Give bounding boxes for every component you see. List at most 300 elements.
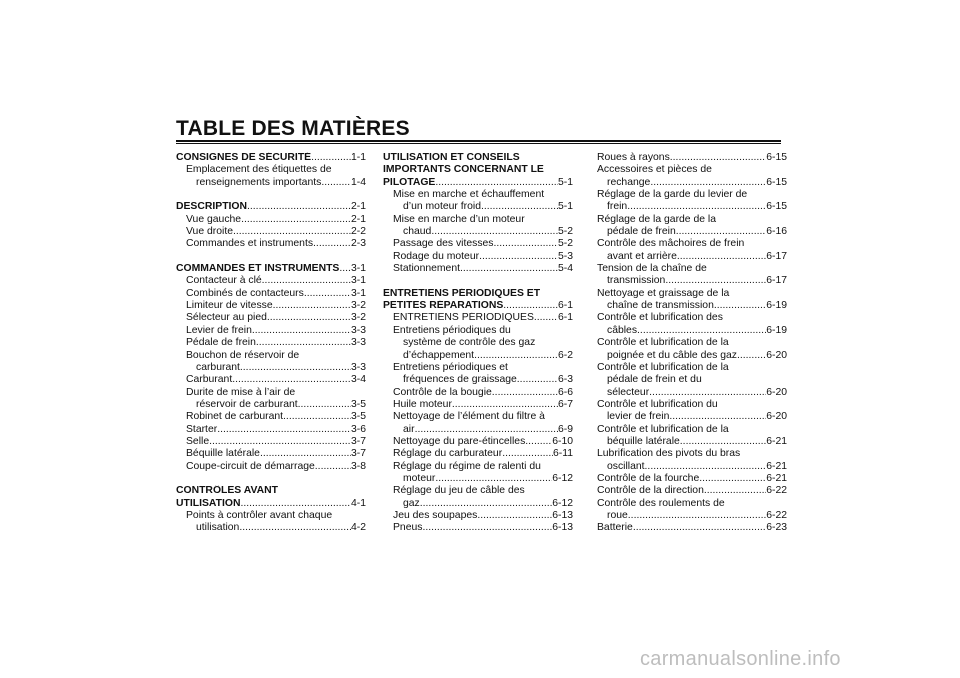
toc-entry-text: sélecteur — [607, 386, 650, 398]
toc-entry-text: Contrôle et lubrification des — [597, 312, 723, 324]
toc-entry — [176, 350, 366, 362]
toc-leader-dots — [665, 275, 766, 287]
toc-leader-dots — [676, 226, 766, 238]
toc-entry-page: 3-7 — [350, 448, 366, 460]
toc-entry-page: 5-1 — [557, 201, 573, 213]
toc-entry-text: Contrôle et lubrification du — [597, 398, 718, 410]
toc-entry — [176, 436, 366, 448]
toc-entry-text: renseignements importants — [196, 176, 322, 188]
toc-entry-page: 6-16 — [766, 226, 787, 238]
toc-leader-dots — [247, 201, 351, 213]
toc-entry-page: 6-12 — [552, 497, 573, 509]
toc-entry-page: 2-1 — [350, 213, 366, 225]
toc-entry-page: 6-15 — [766, 152, 787, 163]
toc-entry-page: 3-5 — [350, 398, 366, 410]
toc-entry-text: Mise en marche et échauffement — [393, 189, 545, 201]
toc-entry — [176, 411, 366, 423]
toc-entry-page: 6-22 — [766, 485, 787, 497]
toc-entry — [176, 263, 366, 275]
toc-entry — [597, 350, 787, 362]
toc-entry-text: Contrôle des roulements de — [597, 497, 725, 509]
toc-leader-dots — [415, 424, 558, 436]
toc-entry-text: Réglage du carburateur — [393, 448, 503, 460]
toc-entry-page: 6-21 — [766, 460, 787, 472]
toc-entry — [176, 312, 366, 324]
toc-entry-text: Rodage du moteur — [393, 250, 480, 262]
toc-entry — [383, 498, 573, 510]
toc-leader-dots — [311, 152, 351, 164]
toc-leader-dots — [420, 498, 552, 510]
toc-entry-page: 6-21 — [766, 435, 787, 447]
toc-entry-text: Coupe-circuit de démarrage — [186, 460, 315, 472]
toc-entry-text: ENTRETIENS PÉRIODIQUES ET — [383, 287, 541, 299]
toc-entry-page: 2-1 — [350, 201, 366, 213]
toc-entry — [597, 312, 787, 324]
toc-entry-page: 6-23 — [766, 522, 787, 534]
toc-entry-text: PILOTAGE — [383, 176, 436, 188]
toc-entry-text: d’un moteur froid — [403, 201, 481, 213]
toc-entry-text: Emplacement des étiquettes de — [186, 164, 332, 176]
toc-entry-text: transmission — [607, 275, 666, 287]
toc-entry-page: 6-13 — [552, 509, 573, 521]
toc-entry-text: Vue droite — [186, 226, 233, 238]
toc-entry — [597, 374, 787, 386]
toc-leader-dots — [477, 510, 552, 522]
toc-entry-text: chaîne de transmission — [607, 300, 714, 312]
toc-entry — [597, 337, 787, 349]
toc-entry-page: 6-12 — [552, 472, 573, 484]
toc-entry-page: 4-2 — [350, 522, 366, 534]
toc-leader-dots — [637, 325, 766, 337]
toc-entry — [176, 226, 366, 238]
toc-entry-page: 2-3 — [350, 238, 366, 250]
toc-entry — [597, 263, 787, 275]
toc-leader-dots — [534, 312, 558, 324]
toc-entry-page: 3-1 — [350, 287, 366, 299]
toc-entry-text: moteur — [403, 472, 436, 484]
toc-entry — [383, 214, 573, 226]
toc-entry-page: 3-3 — [350, 361, 366, 373]
toc-entry — [597, 498, 787, 510]
toc-entry — [383, 387, 573, 399]
toc-entry — [383, 399, 573, 411]
toc-entry — [383, 522, 573, 534]
toc-leader-dots — [241, 214, 351, 226]
toc-entry-page: 6-6 — [557, 386, 573, 398]
toc-entry — [176, 424, 366, 436]
toc-entry-text: gaz — [403, 497, 420, 509]
toc-entry-text: Pneus — [393, 522, 423, 534]
toc-entry-page: 6-2 — [557, 349, 573, 361]
toc-entry-page: 1-1 — [350, 152, 366, 163]
toc-entry-text: Jeu des soupapes — [393, 509, 478, 521]
toc-entry-text: Nettoyage de l’élément du filtre à — [393, 411, 545, 423]
toc-entry — [597, 424, 787, 436]
toc-entry — [597, 325, 787, 337]
toc-entry-text: Contrôle de la direction — [597, 485, 704, 497]
toc-entry-text: Réglage de la garde de la — [597, 213, 717, 225]
title-rule-thick — [176, 140, 781, 142]
toc-entry-text: Nettoyage du pare-étincelles — [393, 435, 526, 447]
toc-entry — [383, 263, 573, 275]
toc-entry — [597, 238, 787, 250]
toc-entry-text: Batterie — [597, 522, 633, 534]
toc-entry — [176, 448, 366, 460]
toc-entry — [597, 448, 787, 460]
toc-entry-text: rechange — [607, 176, 651, 188]
toc-entry-text: réservoir de carburant — [196, 398, 298, 410]
toc-entry-page: 3-1 — [350, 275, 366, 287]
toc-leader-dots — [494, 238, 558, 250]
toc-leader-dots — [240, 498, 351, 510]
toc-entry-page: 6-13 — [552, 522, 573, 534]
toc-entry-page: 5-2 — [557, 238, 573, 250]
toc-leader-dots — [517, 374, 558, 386]
toc-entry-page: 6-10 — [552, 435, 573, 447]
toc-leader-dots — [704, 485, 766, 497]
toc-entry-text: Contrôle et lubrification de la — [597, 361, 729, 373]
toc-entry — [383, 362, 573, 374]
toc-entry — [383, 325, 573, 337]
toc-leader-dots — [262, 275, 351, 287]
toc-entry-text: Huile moteur — [393, 398, 452, 410]
toc-leader-dots — [669, 411, 766, 423]
toc-entry — [383, 177, 573, 189]
toc-entry-page: 6-17 — [766, 250, 787, 262]
toc-entry — [383, 201, 573, 213]
toc-leader-dots — [233, 226, 351, 238]
toc-leader-dots — [273, 300, 351, 312]
toc-entry-text: frein — [607, 201, 628, 213]
toc-entry — [383, 374, 573, 386]
toc-entry-text: UTILISATION ET CONSEILS — [383, 152, 520, 163]
toc-entry — [176, 164, 366, 176]
toc-entry-page: 6-15 — [766, 201, 787, 213]
toc-leader-dots — [435, 177, 558, 189]
toc-entry — [383, 164, 573, 176]
toc-entry — [383, 473, 573, 485]
toc-leader-dots — [256, 337, 351, 349]
toc-entry-text: levier de frein — [607, 411, 670, 423]
toc-entry — [383, 461, 573, 473]
toc-leader-dots — [680, 436, 766, 448]
toc-entry-text: Nettoyage et graissage de la — [597, 287, 730, 299]
toc-entry-page: 3-1 — [350, 263, 366, 275]
toc-spacer — [383, 275, 573, 287]
toc-leader-dots — [737, 350, 766, 362]
toc-leader-dots — [298, 399, 351, 411]
toc-leader-dots — [239, 522, 351, 534]
toc-entry-page: 3-4 — [350, 374, 366, 386]
toc-entry — [383, 485, 573, 497]
toc-leader-dots — [645, 461, 767, 473]
toc-entry — [597, 275, 787, 287]
toc-entry-text: Réglage du régime de ralenti du — [393, 460, 541, 472]
toc-entry-page: 3-8 — [350, 460, 366, 472]
toc-entry-page: 6-17 — [766, 275, 787, 287]
toc-entry-text: Bouchon de réservoir de — [186, 349, 300, 361]
toc-entry-text: poignée et du câble des gaz — [607, 349, 737, 361]
toc-entry-text: Béquille latérale — [186, 448, 260, 460]
toc-entry-text: PETITES RÉPARATIONS — [383, 300, 504, 312]
toc-leader-dots — [502, 448, 553, 460]
toc-leader-dots — [633, 522, 766, 534]
toc-entry-page: 3-6 — [350, 423, 366, 435]
toc-leader-dots — [339, 263, 351, 275]
toc-entry — [176, 522, 366, 534]
toc-entry-page: 6-9 — [557, 423, 573, 435]
toc-entry-text: Lubrification des pivots du bras — [597, 448, 741, 460]
toc-entry — [597, 288, 787, 300]
toc-entry-page: 6-22 — [766, 509, 787, 521]
toc-entry-text: air — [403, 423, 415, 435]
toc-leader-dots — [452, 399, 558, 411]
toc-entry-text: oscillant — [607, 460, 645, 472]
toc-entry-text: COMMANDES ET INSTRUMENTS — [176, 263, 340, 275]
toc-leader-dots — [217, 424, 351, 436]
toc-entry — [383, 189, 573, 201]
toc-entry-text: roue — [607, 509, 628, 521]
page-title: TABLE DES MATIÈRES — [176, 117, 410, 140]
toc-entry-text: Robinet de carburant — [186, 411, 284, 423]
toc-entry — [383, 288, 573, 300]
toc-entry — [597, 473, 787, 485]
toc-entry — [383, 300, 573, 312]
toc-entry-text: Selle — [186, 435, 210, 447]
toc-entry-text: Entretiens périodiques du — [393, 324, 511, 336]
toc-entry-text: ENTRETIENS PÉRIODIQUES — [393, 312, 534, 324]
toc-entry-page: 6-20 — [766, 411, 787, 423]
toc-entry-page: 1-4 — [350, 176, 366, 188]
toc-entry-page: 6-19 — [766, 300, 787, 312]
toc-entry — [176, 485, 366, 497]
toc-leader-dots — [677, 251, 766, 263]
toc-entry — [176, 288, 366, 300]
toc-entry-page: 2-2 — [350, 226, 366, 238]
toc-leader-dots — [699, 473, 766, 485]
toc-entry — [176, 461, 366, 473]
toc-entry — [176, 362, 366, 374]
toc-entry — [176, 374, 366, 386]
toc-entry — [597, 411, 787, 423]
toc-leader-dots — [435, 473, 552, 485]
toc-entry-page: 6-15 — [766, 176, 787, 188]
toc-entry-page: 3-5 — [350, 411, 366, 423]
toc-entry — [597, 485, 787, 497]
toc-entry — [597, 226, 787, 238]
toc-entry-text: Durite de mise à l’air de — [186, 386, 296, 398]
toc-entry-text: Réglage du jeu de câble des — [393, 485, 525, 497]
toc-entry — [383, 152, 573, 164]
toc-spacer — [176, 251, 366, 263]
toc-entry — [597, 177, 787, 189]
toc-leader-dots — [313, 238, 351, 250]
toc-entry — [383, 424, 573, 436]
toc-entry — [597, 300, 787, 312]
toc-leader-dots — [479, 251, 558, 263]
toc-entry — [176, 498, 366, 510]
toc-spacer — [176, 189, 366, 201]
toc-entry-text: UTILISATION — [176, 497, 241, 509]
toc-entry-page: 5-1 — [557, 176, 573, 188]
toc-entry — [176, 214, 366, 226]
toc-entry — [176, 238, 366, 250]
toc-leader-dots — [481, 201, 558, 213]
toc-entry — [176, 152, 366, 164]
toc-entry — [176, 177, 366, 189]
toc-entry — [597, 387, 787, 399]
toc-entry — [176, 510, 366, 522]
toc-leader-dots — [422, 522, 552, 534]
toc-entry-text: IMPORTANTS CONCERNANT LE — [383, 164, 544, 176]
toc-entry-text: système de contrôle des gaz — [403, 337, 536, 349]
toc-entry — [597, 189, 787, 201]
toc-entry-page: 6-19 — [766, 324, 787, 336]
toc-entry — [383, 436, 573, 448]
toc-entry-page: 6-7 — [557, 398, 573, 410]
toc-entry-text: CONTRÔLES AVANT — [176, 485, 278, 497]
toc-entry — [176, 201, 366, 213]
toc-entry-text: Levier de frein — [186, 324, 252, 336]
toc-entry-text: utilisation — [196, 522, 240, 534]
toc-entry — [597, 214, 787, 226]
toc-entry-text: Entretiens périodiques et — [393, 361, 508, 373]
toc-entry — [176, 325, 366, 337]
toc-entry-text: Accessoires et pièces de — [597, 164, 712, 176]
toc-entry-text: Commandes et instruments — [186, 238, 314, 250]
toc-entry-page: 3-2 — [350, 312, 366, 324]
toc-entry-text: béquille latérale — [607, 435, 680, 447]
toc-entry — [383, 251, 573, 263]
toc-entry — [597, 522, 787, 534]
toc-entry-text: avant et arrière — [607, 250, 677, 262]
toc-entry — [383, 350, 573, 362]
toc-leader-dots — [283, 411, 351, 423]
toc-leader-dots — [321, 177, 351, 189]
toc-entry-text: Pédale de frein — [186, 337, 256, 349]
toc-entry — [383, 312, 573, 324]
toc-entry-page: 5-4 — [557, 263, 573, 275]
toc-spacer — [176, 473, 366, 485]
toc-entry — [176, 399, 366, 411]
toc-entry-text: Réglage de la garde du levier de — [597, 189, 748, 201]
toc-entry-page: 3-3 — [350, 337, 366, 349]
toc-entry — [597, 510, 787, 522]
toc-leader-dots — [315, 461, 351, 473]
toc-entry-text: Contrôle de la bougie — [393, 386, 492, 398]
toc-entry-text: Limiteur de vitesse — [186, 300, 273, 312]
toc-entry-page: 5-2 — [557, 226, 573, 238]
toc-leader-dots — [209, 436, 351, 448]
toc-entry-text: fréquences de graissage — [403, 374, 517, 386]
toc-leader-dots — [503, 300, 558, 312]
toc-entry-text: Mise en marche d’un moteur — [393, 213, 525, 225]
toc-entry-text: Sélecteur au pied — [186, 312, 267, 324]
toc-entry — [597, 251, 787, 263]
toc-leader-dots — [649, 387, 766, 399]
toc-leader-dots — [714, 300, 766, 312]
title-rule-thin — [176, 143, 781, 144]
toc-entry-text: Roues à rayons — [597, 152, 670, 163]
toc-entry — [597, 436, 787, 448]
toc-entry — [383, 510, 573, 522]
toc-entry — [597, 201, 787, 213]
toc-entry-page: 6-1 — [557, 300, 573, 312]
toc-entry-text: pédale de frein et du — [607, 374, 702, 386]
toc-leader-dots — [431, 226, 558, 238]
toc-entry-page: 6-20 — [766, 386, 787, 398]
toc-leader-dots — [260, 448, 351, 460]
toc-column-1 — [176, 152, 366, 535]
toc-leader-dots — [460, 263, 558, 275]
toc-leader-dots — [525, 436, 552, 448]
toc-entry-text: Points à contrôler avant chaque — [186, 509, 333, 521]
toc-entry-page: 4-1 — [350, 497, 366, 509]
toc-entry-text: Vue gauche — [186, 213, 242, 225]
toc-entry-text: carburant — [196, 361, 240, 373]
toc-entry-text: pédale de frein — [607, 226, 676, 238]
toc-entry — [597, 399, 787, 411]
toc-leader-dots — [628, 510, 766, 522]
toc-entry — [176, 300, 366, 312]
toc-leader-dots — [252, 325, 351, 337]
toc-entry — [176, 337, 366, 349]
toc-entry — [383, 448, 573, 460]
toc-entry-text: Starter — [186, 423, 218, 435]
toc-entry-text: Contacteur à clé — [186, 275, 262, 287]
toc-entry-page: 3-2 — [350, 300, 366, 312]
toc-entry — [383, 238, 573, 250]
toc-entry-page: 5-3 — [557, 250, 573, 262]
toc-column-2 — [383, 152, 573, 535]
toc-entry — [383, 411, 573, 423]
toc-entry — [176, 275, 366, 287]
toc-entry — [597, 164, 787, 176]
toc-entry-text: d’échappement — [403, 349, 475, 361]
toc-entry-page: 3-3 — [350, 324, 366, 336]
toc-entry — [597, 362, 787, 374]
toc-entry-text: Contrôle de la fourche — [597, 472, 700, 484]
toc-entry-text: chaud — [403, 226, 432, 238]
toc-leader-dots — [650, 177, 766, 189]
toc-leader-dots — [474, 350, 558, 362]
toc-entry-text: Passage des vitesses — [393, 238, 494, 250]
toc-leader-dots — [240, 362, 351, 374]
toc-leader-dots — [627, 201, 766, 213]
toc-entry-text: Tension de la chaîne de — [597, 263, 707, 275]
toc-leader-dots — [670, 152, 766, 164]
watermark: carmanualsonline.info — [640, 648, 841, 670]
toc-leader-dots — [304, 288, 351, 300]
toc-entry — [383, 226, 573, 238]
toc-entry-page: 6-20 — [766, 349, 787, 361]
toc-entry — [176, 387, 366, 399]
toc-entry-text: Contrôle et lubrification de la — [597, 423, 729, 435]
toc-entry-text: Stationnement — [393, 263, 461, 275]
toc-entry-text: Contrôle et lubrification de la — [597, 337, 729, 349]
toc-entry-page: 3-7 — [350, 435, 366, 447]
toc-entry-text: CONSIGNES DE SÉCURITÉ — [176, 152, 312, 163]
toc-entry-page: 6-3 — [557, 374, 573, 386]
toc-entry-page: 6-11 — [552, 448, 573, 460]
toc-leader-dots — [267, 312, 351, 324]
toc-entry — [383, 337, 573, 349]
toc-entry-text: Contrôle des mâchoires de frein — [597, 238, 745, 250]
toc-entry — [597, 152, 787, 164]
toc-entry-page: 6-1 — [557, 312, 573, 324]
toc-leader-dots — [492, 387, 558, 399]
toc-entry-text: câbles — [607, 324, 638, 336]
